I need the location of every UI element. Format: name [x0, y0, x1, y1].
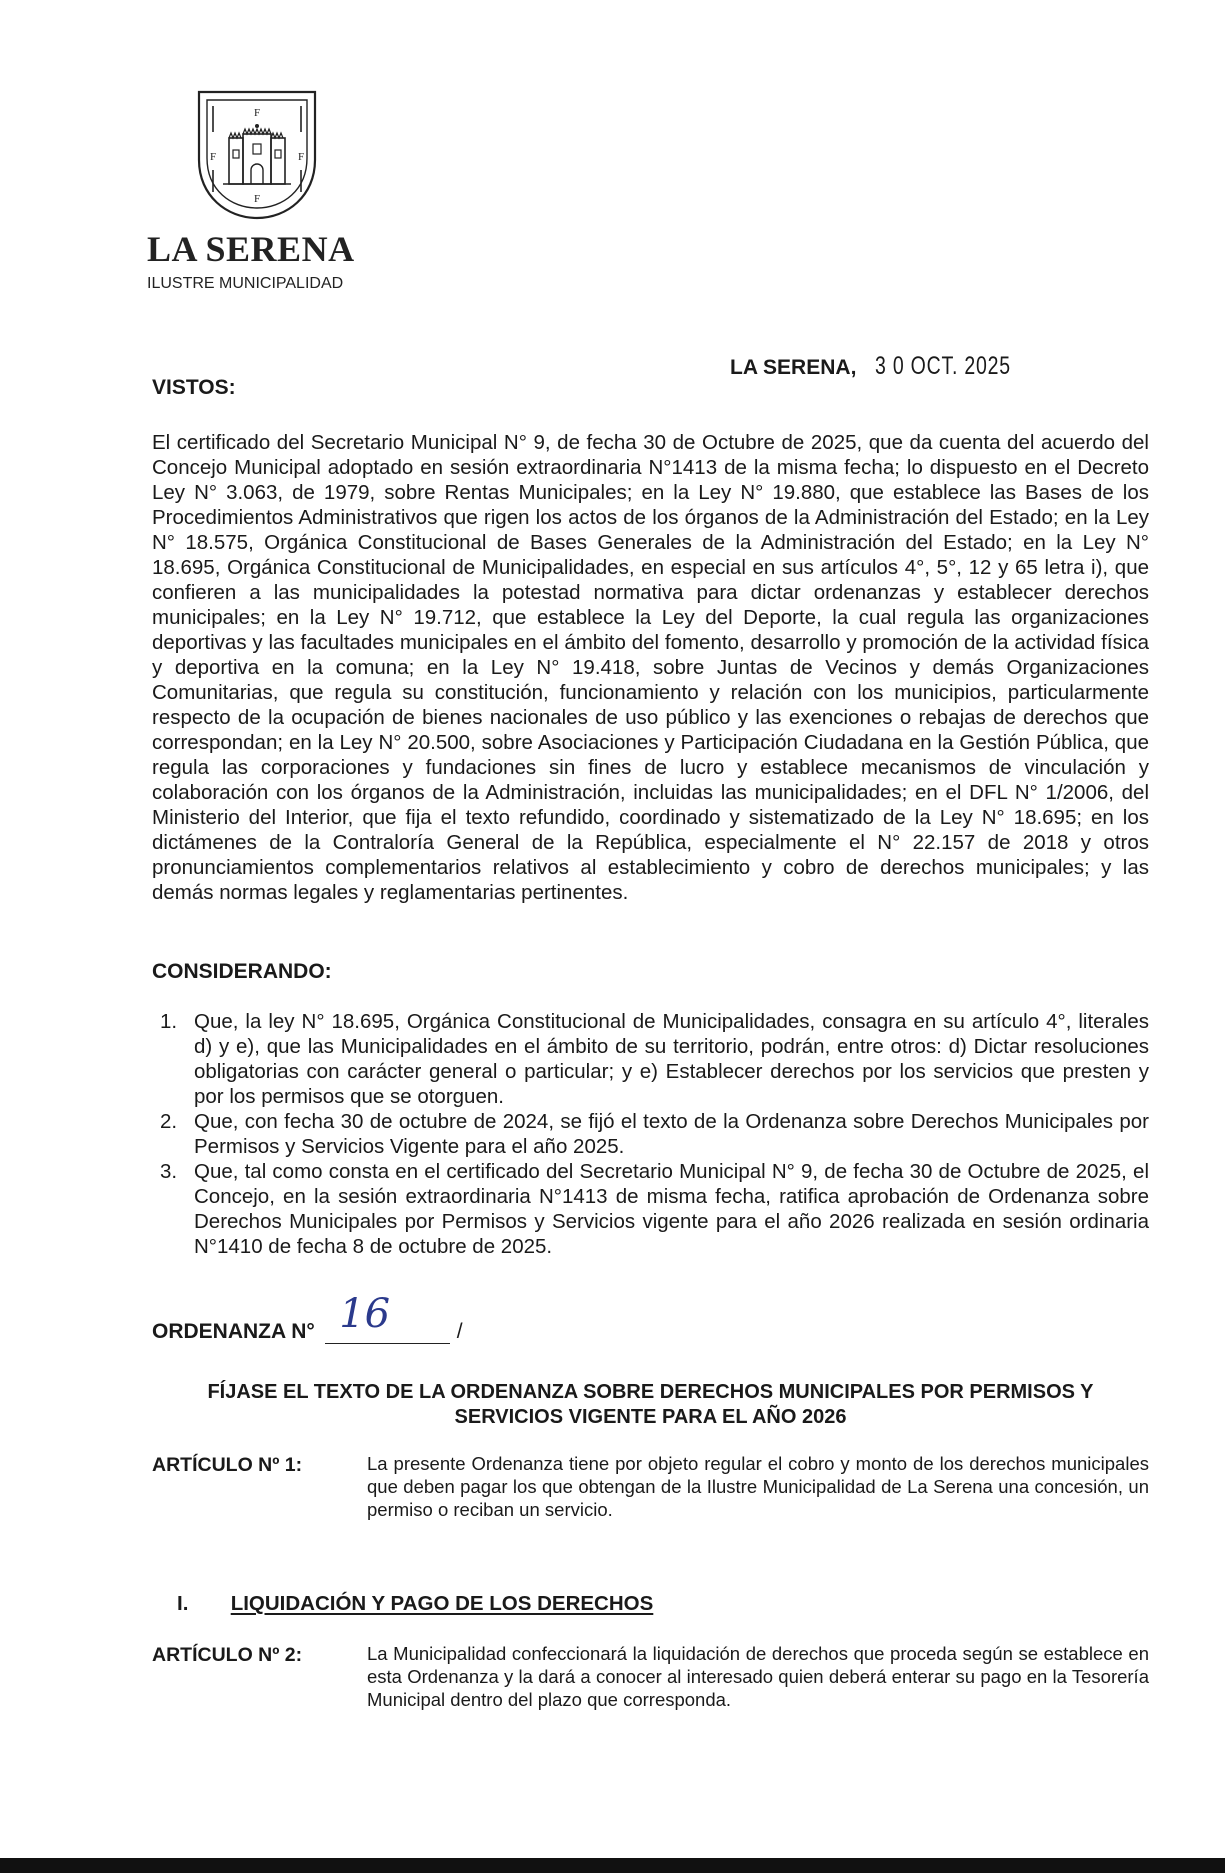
svg-text:F: F — [297, 151, 305, 163]
considerando-item — [152, 1109, 1149, 1159]
articulo-text: La presente Ordenanza tiene por objeto regular el cobro y monto de los derechos municipales que deben pagar los que obtengan de la Ilustre Municipalidad de La Serena una concesión, un permiso o reciban un servicio. — [367, 1453, 1149, 1520]
svg-text:F: F — [253, 107, 261, 119]
articulo-label: ARTÍCULO Nº 2: — [152, 1644, 303, 1666]
date-place: LA SERENA, — [730, 356, 857, 379]
ordenanza-line — [152, 1291, 463, 1344]
item-text: Que, tal como consta en el certificado del Secretario Municipal N° 9, de fecha 30 de Octubre de 2025, el Concejo, en la sesión extraordinaria N°1413 de misma fecha, ratifica aprobación de Ordenanza sobre Derechos Municipales por Permisos y Servicios vigente para el año 2026 realizada en sesión ordinaria N°1410 de fecha 8 de octubre de 2025. — [194, 1160, 1149, 1258]
vistos-text: El certificado del Secretario Municipal N° 9, de fecha 30 de Octubre de 2025, que da cuenta del acuerdo del Concejo Municipal adoptado en sesión extraordinaria N°1413 de la misma fecha; lo dispuesto en el Decreto Ley N° 3.063, de 1979, sobre Rentas Municipales; en la Ley N° 19.880, que establece las Bases de los Procedimientos Administrativos que rigen los actos de los órganos de la Administración del Estado; en la Ley N° 18.575, Orgánica Constitucional de Bases Generales de la Administración del Estado; en la Ley N° 18.695, Orgánica Constitucional de Municipalidades, en especial en sus artículos 4°, 5°, 12 y 65 letra i), que confieren a las municipalidades la potestad normativa para dictar ordenanzas y establecer derechos municipales; en la Ley N° 19.712, que establece la Ley del Deporte, la cual regula las organizaciones deportivas y las facultades municipales en el ámbito del fomento, desarrollo y promoción de la actividad física y deportiva en la comuna; en la Ley N° 19.418, sobre Juntas de Vecinos y demás Organizaciones Comunitarias, que regula su constitución, funcionamiento y relación con los municipios, particularmente respecto de la ocupación de bienes nacionales de uso público y las exenciones o rebajas de derechos que correspondan; en la Ley N° 20.500, sobre Asociaciones y Participación Ciudadana en la Gestión Pública, que regula las corporaciones y fundaciones sin fines de lucro y establece mecanismos de vinculación y colaboración con los órganos de la Administración, incluidas las municipalidades; en el DFL N° 1/2006, del Ministerio del Interior, que fija el texto refundido, coordinado y sistematizado de la Ley N° 18.695; en los dictámenes de la Contraloría General de la República, especialmente el N° 22.157 de 2018 y otros pronunciamientos complementarios relativos al establecimiento y cobro de derechos municipales; y las demás normas legales y reglamentarias pertinentes. — [152, 431, 1149, 904]
org-name: LA SERENA — [147, 229, 355, 269]
considerando-list — [152, 1009, 1149, 1259]
decree-title: FÍJASE EL TEXTO DE LA ORDENANZA SOBRE DERECHOS MUNICIPALES POR PERMISOS Y SERVICIOS VIGENTE PARA EL AÑO 2026 — [207, 1381, 1094, 1428]
ordenanza-label: ORDENANZA N° — [152, 1320, 315, 1343]
scan-edge — [0, 1858, 1225, 1873]
municipal-crest-icon — [195, 88, 319, 222]
vistos-heading: VISTOS: — [152, 376, 236, 399]
considerando-heading: CONSIDERANDO: — [152, 960, 332, 983]
considerando-item — [152, 1159, 1149, 1259]
ordenanza-slash: / — [456, 1320, 463, 1343]
svg-text:F: F — [253, 193, 261, 205]
ordenanza-number-field — [325, 1291, 450, 1344]
svg-text:F: F — [209, 151, 217, 163]
section-title: LIQUIDACIÓN Y PAGO DE LOS DERECHOS — [230, 1592, 654, 1615]
ordenanza-number: 16 — [339, 1291, 391, 1337]
item-text: Que, la ley N° 18.695, Orgánica Constitucional de Municipalidades, consagra en su artículo 4°, literales d) y e), que las Municipalidades en el ámbito de su territorio, podrán, entre otros: d) Dictar resoluciones obligatorias con carácter general o particular; y e) Establecer derechos por los servicios que presten y por los permisos que se otorguen. — [194, 1010, 1149, 1108]
considerando-item — [152, 1009, 1149, 1109]
section-heading — [177, 1592, 653, 1616]
date-line — [730, 352, 1049, 381]
date-stamp: 3 0 OCT. 2025 — [874, 352, 1011, 380]
item-number: 3. — [160, 1160, 178, 1183]
org-subtitle: ILUSTRE MUNICIPALIDAD — [147, 275, 344, 292]
item-text: Que, con fecha 30 de octubre de 2024, se fijó el texto de la Ordenanza sobre Derechos Municipales por Permisos y Servicios Vigente para el año 2025. — [194, 1110, 1149, 1158]
section-number: I. — [177, 1592, 189, 1615]
item-number: 2. — [160, 1110, 178, 1133]
item-number: 1. — [160, 1010, 178, 1033]
articulo-label: ARTÍCULO Nº 1: — [152, 1454, 303, 1476]
articulo-text: La Municipalidad confeccionará la liquidación de derechos que proceda según se establece en esta Ordenanza y la dará a conocer al interesado quien deberá enterar su pago en la Tesorería Municipal dentro del plazo que corresponda. — [367, 1643, 1149, 1710]
